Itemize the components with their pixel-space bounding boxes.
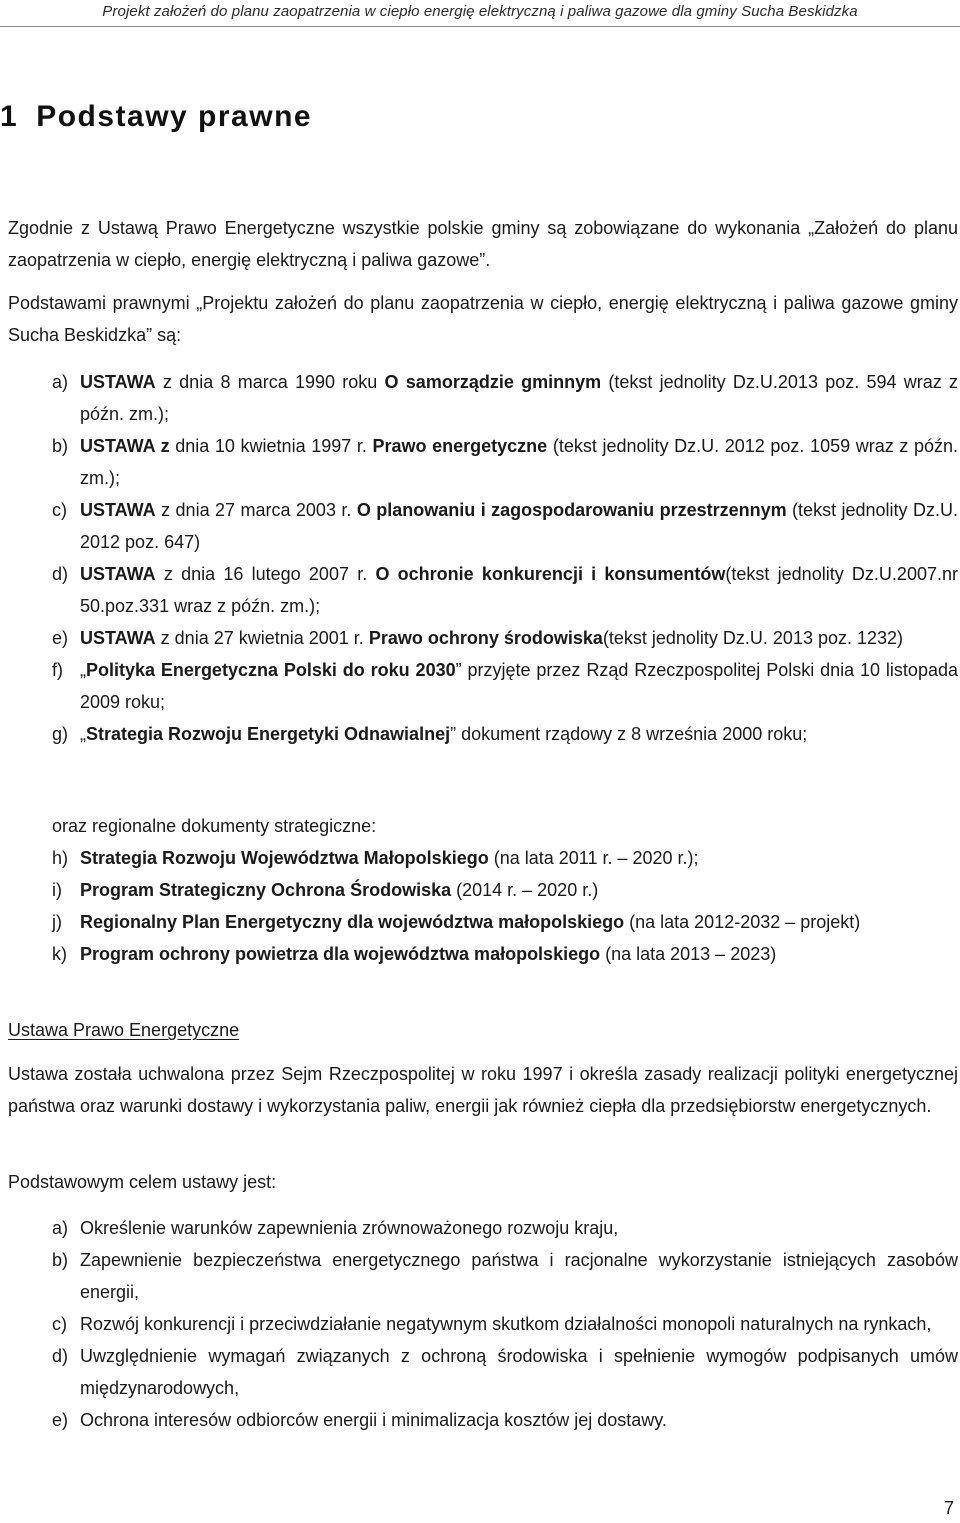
list-marker: j) [52,912,62,932]
goal-text: Zapewnienie bezpieczeństwa energetycznego państwa i racjonalne wykorzystanie istniejących zasobów energii, [80,1250,958,1302]
list-marker: g) [52,724,69,744]
list-marker: h) [52,848,69,868]
goal-list-item [52,1308,958,1340]
header-divider [0,26,960,27]
act-title: O planowaniu i zagospodarowaniu przestrzennym [356,500,787,520]
list-marker: i) [52,880,62,900]
list-marker: e) [52,628,69,648]
legal-basis-list [8,366,958,750]
chapter-number: 1 [0,100,19,133]
goals-list-container [52,1212,958,1436]
act-title: O ochronie konkurencji i konsumentów [375,564,726,584]
document-period: (na lata 2012-2032 – projekt) [624,912,861,932]
act-type: USTAWA [80,628,156,648]
list-marker: c) [52,500,67,520]
act-title: Prawo ochrony środowiska [368,628,603,648]
act-date: z dnia 27 marca 2003 r. [155,500,357,520]
document-period: (na lata 2013 – 2023) [600,944,777,964]
document-title: Regionalny Plan Energetyczny dla województwa małopolskiego [80,912,625,932]
section-heading: Ustawa Prawo Energetyczne [8,1020,240,1040]
list-marker: k) [52,944,67,964]
list-marker: d) [52,1346,69,1366]
act-reference: (tekst jednolity Dz.U. 2012 poz. 647) [80,500,958,552]
chapter-title: Podstawy prawne [36,100,313,133]
goal-list-item [52,1212,958,1244]
act-type: USTAWA [80,372,156,392]
act-type: USTAWA [80,500,156,520]
act-reference: (tekst jednolity Dz.U. 2012 poz. 1059 wraz z późn. zm.); [80,436,959,488]
legal-list-item [8,718,958,750]
regional-intro: oraz regionalne dokumenty strategiczne: [52,816,377,836]
document-title: Strategia Rozwoju Województwa Małopolskiego [80,848,489,868]
act-title: Prawo energetyczne [372,436,548,456]
list-marker: d) [52,564,69,584]
act-reference: (tekst jednolity Dz.U.2007.nr 50.poz.331 wraz z późn. zm.); [80,564,958,616]
legal-list-item [8,494,958,558]
goal-text: Ochrona interesów odbiorców energii i minimalizacja kosztów jej dostawy. [80,1410,667,1430]
document-title: Program Strategiczny Ochrona Środowiska [80,880,452,900]
list-marker: c) [52,1314,67,1334]
list-marker: b) [52,1250,69,1270]
act-date: z dnia 8 marca 1990 roku [155,372,385,392]
page-number: 7 [943,1498,954,1518]
legal-list-item [8,622,958,654]
act-date: z dnia 16 lutego 2007 r. [155,564,376,584]
legal-list-item [8,558,958,622]
list-marker: b) [52,436,69,456]
goal-text: Uwzględnienie wymagań związanych z ochroną środowiska i spełnienie wymogów podpisanych umów międzynarodowych, [80,1346,958,1398]
regional-list-item [8,938,958,970]
list-marker: a) [52,1218,69,1238]
document-period: (na lata 2011 r. – 2020 r.); [488,848,699,868]
regional-list-item [8,842,958,874]
goal-list-item [52,1340,958,1404]
list-marker: a) [52,372,69,392]
act-reference: (tekst jednolity Dz.U.2013 poz. 594 wraz z późn. zm.); [80,372,959,424]
intro-paragraph-1: Zgodnie z Ustawą Prawo Energetyczne wszystkie polskie gminy są zobowiązane do wykonania „Założeń do planu zaopatrzenia w ciepło, energię elektryczną i paliwa gazowe”. [8,218,958,270]
document-period: (2014 r. – 2020 r.) [451,880,599,900]
act-reference: (tekst jednolity Dz.U. 2013 poz. 1232) [602,628,904,648]
goal-text: Rozwój konkurencji i przeciwdziałanie negatywnym skutkom działalności monopoli naturalnych na rynkach, [80,1314,932,1334]
regional-documents-list [8,842,958,970]
regional-list-item [8,874,958,906]
goal-text: Określenie warunków zapewnienia zrównoważonego rozwoju kraju, [80,1218,619,1238]
act-title: O samorządzie gminnym [384,372,602,392]
act-type: USTAWA z [80,436,170,456]
act-type: Polityka Energetyczna Polski do roku 2030 [86,660,456,680]
legal-list-item [8,366,958,430]
legal-basis-list-container [8,366,958,750]
act-date: ” przyjęte przez Rząd Rzeczpospolitej Polski dnia 10 listopada 2009 roku; [80,660,958,712]
legal-list-item [8,654,958,718]
goals-list [52,1212,958,1436]
act-type: USTAWA [80,564,156,584]
regional-list-item [8,906,958,938]
act-date: z dnia 27 kwietnia 2001 r. [155,628,369,648]
item-prefix: „ [80,660,86,680]
act-date: ” dokument rządowy z 8 września 2000 roku; [450,724,808,744]
list-marker: f) [52,660,63,680]
act-date: dnia 10 kwietnia 1997 r. [169,436,373,456]
goal-intro: Podstawowym celem ustawy jest: [8,1172,277,1192]
intro-paragraph-2: Podstawami prawnymi „Projektu założeń do planu zaopatrzenia w ciepło, energię elektryczną i paliwa gazowe gminy Sucha Beskidzka” są: [8,293,958,345]
item-prefix: „ [80,724,86,744]
goal-list-item [52,1244,958,1308]
section-paragraph: Ustawa została uchwalona przez Sejm Rzeczpospolitej w roku 1997 i określa zasady realizacji polityki energetycznej państwa oraz warunki dostawy i wykorzystania paliw, energii jak również ciepła dla przedsiębiorstw energetycznych. [8,1064,958,1116]
document-title: Program ochrony powietrza dla województwa małopolskiego [80,944,601,964]
list-marker: e) [52,1410,69,1430]
legal-list-item [8,430,958,494]
goal-list-item [52,1404,958,1436]
chapter-heading [0,100,312,134]
regional-list-container [8,842,958,970]
running-header: Projekt założeń do planu zaopatrzenia w ciepło energię elektryczną i paliwa gazowe dla gminy Sucha Beskidzka [102,3,858,20]
act-type: Strategia Rozwoju Energetyki Odnawialnej [86,724,451,744]
